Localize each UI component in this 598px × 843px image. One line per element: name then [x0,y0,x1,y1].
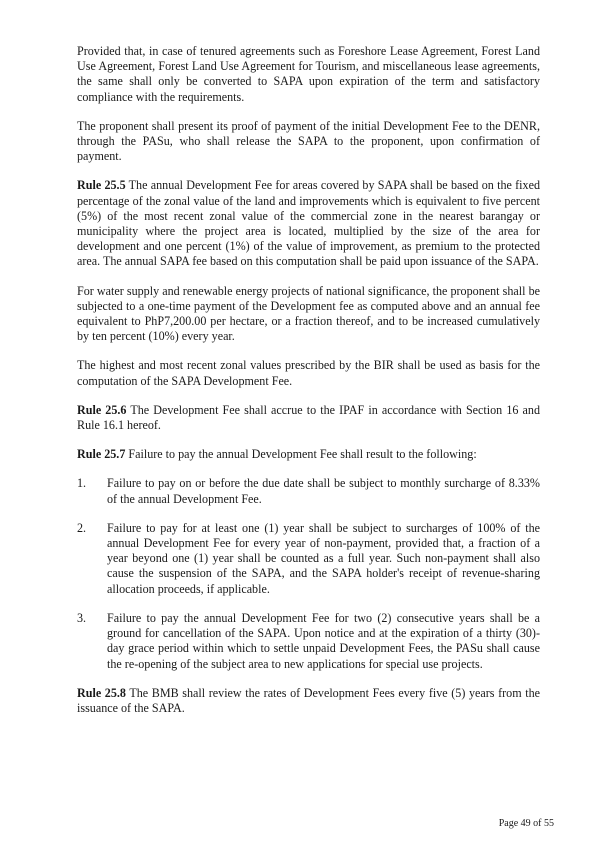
list-item-text: Failure to pay the annual Development Fee for two (2) consecutive years shall be a ground for cancellation of the SAPA. Upon notice and at the expiration of a thirty (30)-day grace period within which to settle unpaid Development Fees, the PASu shall cause the re-opening of the subject area to new applications for special use projects. [107,610,540,671]
rule-25-6-text: The Development Fee shall accrue to the IPAF in accordance with Section 16 and Rule 16.1 hereof. [77,402,541,433]
rule-25-5-text: The annual Development Fee for areas covered by SAPA shall be based on the fixed percentage of the zonal value of the land and improvements which is equivalent to five percent (5%) of the most recent zonal value of the commercial zone in the nearest barangay or municipality where the project area is located, multiplied by the size of the area for development and one percent (1%) of the value of improvement, as premium to the protected area. The annual SAPA fee based on this computation shall be paid upon issuance of the SAPA. [77,178,540,269]
list-item [77,521,540,597]
list-item-number: 2. [77,520,87,535]
rule-25-5-label: Rule 25.5 [77,178,126,193]
paragraph-zonal-values: The highest and most recent zonal values prescribed by the BIR shall be used as basis for the computation of the SAPA Development Fee. [77,358,540,388]
rule-25-8 [77,686,540,716]
rule-25-7 [77,447,540,462]
rule-25-6-label: Rule 25.6 [77,402,127,417]
page-number: Page 49 of 55 [498,818,554,829]
rule-25-7-label: Rule 25.7 [77,447,126,462]
list-item [77,476,540,506]
rule-25-7-text: Failure to pay the annual Development Fee shall result to the following: [125,447,477,462]
list-item-text: Failure to pay on or before the due date shall be subject to monthly surcharge of 8.33% of the annual Development Fee. [107,476,540,506]
paragraph-water-energy-projects: For water supply and renewable energy projects of national significance, the proponent shall be subjected to a one-time payment of the Development fee as computed above and an annual fee equivalent to PhP7,200.00 per hectare, or a fraction thereof, and to be increased cumulatively by ten percent (10%) every year. [77,283,540,344]
paragraph-tenured-agreements: Provided that, in case of tenured agreements such as Foreshore Lease Agreement, Forest Land Use Agreement, Forest Land Use Agreement for Tourism, and miscellaneous lease agreements, the same shall only be converted to SAPA upon expiration of the term and satisfactory compliance with the requirements. [77,44,540,104]
paragraph-proof-of-payment: The proponent shall present its proof of payment of the initial Development Fee to the DENR, through the PASu, who shall release the SAPA to the proponent, upon confirmation of payment. [77,118,540,164]
rule-25-6 [77,403,540,433]
rule-25-5 [77,178,540,269]
rule-25-8-label: Rule 25.8 [77,685,126,700]
list-item-number: 1. [77,476,87,491]
list-item [77,611,540,672]
failure-consequences-list [77,476,540,671]
list-item-number: 3. [77,610,87,625]
rule-25-8-text: The BMB shall review the rates of Development Fees every five (5) years from the issuance of the SAPA. [77,685,540,715]
list-item-text: Failure to pay for at least one (1) year shall be subject to surcharges of 100% of the annual Development Fee for every year of non-payment, provided that, a fraction of a year beyond one (1) year shall be counted as a full year. Such non-payment shall also cause the suspension of the SAPA, and the SAPA holder's receipt of revenue-sharing allocation proceeds, if applicable. [107,520,540,596]
